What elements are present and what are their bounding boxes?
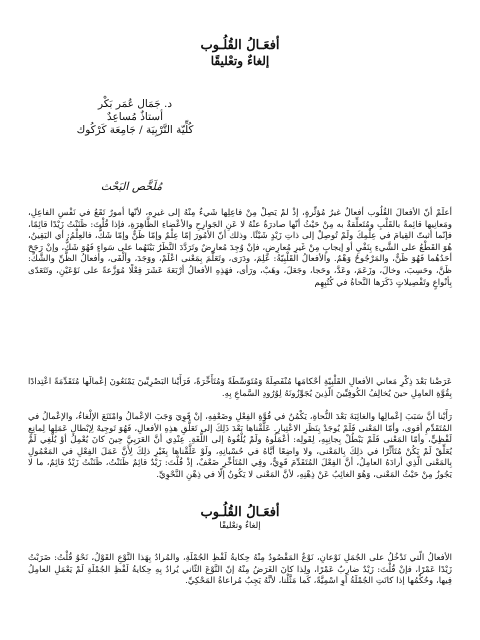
- abstract-heading: مُلَخَّص البَحْث: [100, 180, 162, 193]
- author-name: د. جَمَال عُمَر بَكْر: [97, 98, 173, 110]
- abstract-paragraph-3: رَأَيْنا أنَّ سَبَبَ إعْمالِها والغائِبَةَ بَعْدَ النُّحاةِ، يَكْمُنُ في قُوَّةِ الفِعْلِ وضَعْفِهِ، إنْ قَوِيَ وَجَبَ الإعْمالُ وامْتَنَعَ الإلْغاءُ، والإعْمالُ في المُتَقَدِّمِ أقوى، وأمّا المَعْنى فَلَمْ يُوجَدْ بِنَظَرِ الاعْتِبارِ. عَلَّقْناها بَعْدَ ذَلِكَ إلى تَعَلُّقِ هذِهِ الأفعالِ، فَهُوَ تَوجِيهٌ لِإبْطالِ عَمَلِها لِمانِعٍ لَفْظِيٍّ، وأمّا المَعْنى فَلَمْ يَبْطُلْ بِجانِبِهِ، لِقَولِه: أعْمَلُوهُ ولَمْ يُلْغُوهُ إلى اللُّغَةِ. عِنْدِي أنَّ العَرَبِيَّ حِينَ كانَ يُعْمِلُ أوْ يُلْغِي لَمْ يُعَلِّقْ لَمْ يَكُنْ مُتَأثِّرًا في ذلِكَ بِالمَعْنى، ولا واضِعًا أيَّاهُ في حُسْبانِهِ، ولَوْ عَلَّقْناها بِغَيْرِ ذلِكَ لِأَنَّ عَمَلَ الفِعْلِ في المَعْمُولِ بِالمَعْنى الّذِي أرادَهُ العامِلُ، أنَّ الفِعْلَ المُتَقَدِّمَ قَوِيٌّ، وفِي المُتَأخِّرِ ضَعْفٌ، إذْ قُلْتَ: زَيْدٌ قائِمٌ ظَنَنْتُ، ظَنَنْتُ زَيْدٌ قائِمٌ، ما لا يَجُوزُ مِنْ حَيْثُ المَعْنى، وَهُوَ الغائِبُ عَنْ ذِهْنِهِ، لأنَّ المَعْنى لا يَكُونُ إلّا في ذِهْنِ النَّحْوِيِّ.: [28, 412, 452, 480]
- author-affiliation: كُلِّيّة التَّرْبِيَة / جَامِعَة كَرْكُوك: [76, 124, 194, 136]
- closing-paragraph: الأفعالُ الّتي تَدْخُلُ على الجُمَلِ نَوْعانِ، نَوْعٌ المَقْصُودُ مِنْهُ حِكايةُ لَفْظِ الجُمْلَةِ، والمُرادُ بِهَذا النَّوْعِ القَوْلُ، نَحْوُ قُلْتُ: ضَرَبْتُ زَيْدًا عَمْرًا، فإنْ قُلْتَ: زَيْدٌ ضارِبٌ عَمْرًا، ولِذا كانَ الغَرَضُ مِنْهُ إنّ النَّوْعَ الثّاني يُرادُ بِهِ حِكايةُ لَفْظِ الجُمْلَةِ لَمْ يَعْمَلِ العامِلُ فِيها، وحُكْمُها إذا كانَتِ الجُمْلَةُ أوِ اسْمِيَّةً، كَما مَثَّلْنا، لأنَّهُ يَجِبُ مُراعاةُ المَحْكِيِّ.: [28, 553, 452, 587]
- title-block: [0, 38, 480, 69]
- paper-title: أفعَـالُ القُلُـوب: [200, 38, 280, 53]
- paper-subtitle: إلغاءٌ وتعْليقًا: [210, 54, 270, 68]
- author-block: [25, 98, 245, 137]
- author-rank: أستاذٌ مُساعِدٌ: [106, 111, 164, 123]
- abstract-paragraph-2: عَرَضْنا بَعْدَ ذِكْرِ مَعاني الأفعالِ القَلْبِيّةِ أحْكامَها مُنْفَصِلَةً وَمُتَوَسِّطَةً وَمُتَأَخِّرَةً، فَرَأَيْنا البَصْرِيِّينَ يَمْنَعُونَ إعْمالَها مُتَقَدِّمَةً اعْتِدادًا بِقُوَّةِ العامِلِ حينَ يُخالِفُ الكُوفِيِّينَ الّذِينَ يُجَوِّزُونَهُ لِوُرُودِ السَّماعِ بِهِ.: [28, 377, 452, 399]
- section-heading: أفعَـالُ القُلُـوب: [200, 505, 280, 520]
- section-subheading: إلغاءٌ وتعْليقًا: [219, 521, 261, 531]
- abstract-paragraph-1: أعلَمْ أنّ الأفعالَ القُلُوب أفعالٌ غيرُ مُؤثِّرةٍ، إذْ لمْ يَصِلْ مِنْ فاعِلِها شَيءٌ مِنْهُ إلى غيرِه، لأنّها أمورٌ تَقَعُ في نَفْسِ الفاعِلِ، ومَعانِيها قائِمةٌ بالقَلْبِ ومُتَعلِّقةٌ به مِنْ حَيْثُ أنّها صادرَةٌ عنْهُ لا عَنِ الجَوارِحِ والأعْضاءِ الظَّاهِرَةِ، فإذا قُلْتَ: ظَنَنْتُ زَيْدًا قائِمًا، فإنّما أثبتّ القِيامَ في عِلْمِكَ ولَمْ تُوصِلْ إلى ذاتِ زَيْدٍ شَيْئًا. وذلك أنّ الأمُورَ إمّا عِلْمٌ وإمّا ظَنٌّ وإمّا شَكٌّ، فالعِلْمُ: أي اليَقِينُ، هُوَ القَطْعُ على الشَّيءِ بِنَفْيِ أو إيجابٍ مِنْ غَيرِ مُعارِضٍ، فإنْ وُجِدَ مُعارِضٌ وتَرَدَّدَ النَّظَرُ بَيْنَهُما على سَواءٍ فَهُوَ شَكٌّ، وإنْ رَجَحَ أحَدُهُما فَهُوَ ظَنٌّ، والمَرْجُوحُ وَهْمٌ. والأفعالُ القَلْبِيّةُ: عَلِمَ، ودَرَى، وتَعَلَّمَ بِمَعْنى اعْلَمْ، ووَجَدَ، وألْفَى، وأفعالُ الظَّنِّ والشَّكِّ: ظَنَّ، وحَسِبَ، وخالَ، وزَعَمَ، وعَدَّ، وحَجا، وجَعَلَ، وهَبْ، ورَأى، فهَذِهِ الأفعالُ أرْبَعَةَ عَشَرَ فِعْلًا مُوَزَّعةً على نَوْعَيْنِ، وتَتَعَدّى بِأنْواعٍ وتَفْصِيلاتٍ ذَكَرَها النَّحاةُ في كُتُبِهِم: [28, 208, 452, 288]
